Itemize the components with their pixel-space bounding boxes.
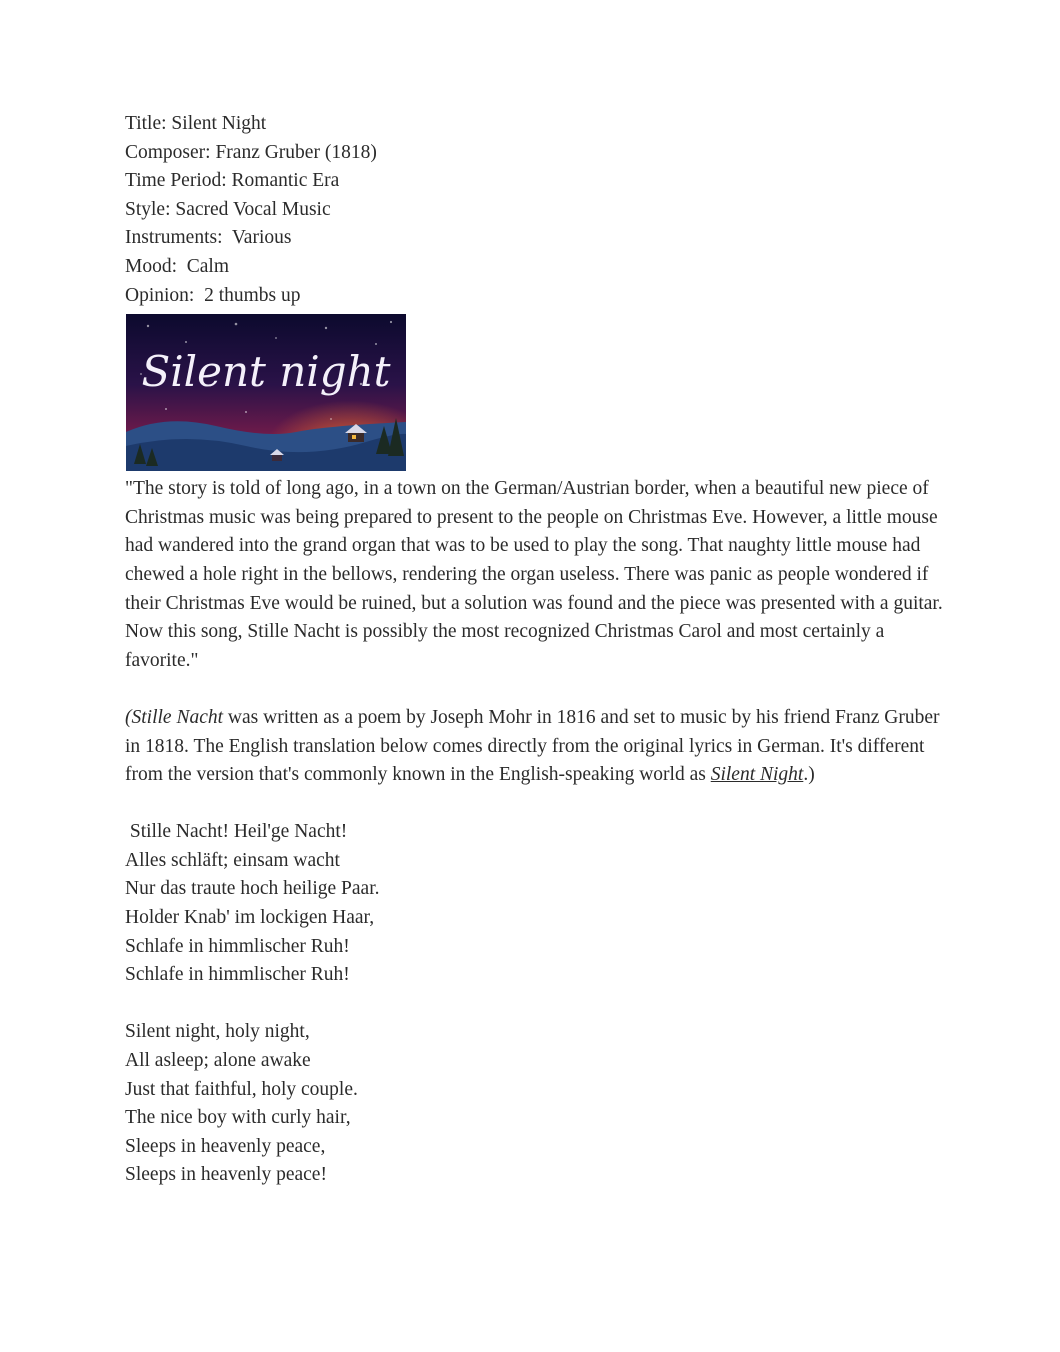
verse-line: Just that faithful, holy couple. — [125, 1078, 358, 1100]
instruments-line: Instruments: Various — [125, 227, 292, 249]
silent-night-link[interactable]: Silent Night — [710, 764, 804, 786]
note-close: .) — [803, 764, 815, 786]
spacer — [125, 990, 945, 1019]
verse-line: Nur das traute hoch heilige Paar. — [125, 878, 380, 900]
metadata-block — [125, 110, 945, 310]
silent-night-image — [126, 314, 406, 471]
time-period-line: Time Period: Romantic Era — [125, 170, 340, 192]
note-body: was written as a poem by Joseph Mohr in 1816 and set to music by his friend Franz Gruber in 1818. The English translation below comes directly from the original lyrics in German. It's different from the version that's commonly known in the English-speaking world as — [125, 706, 940, 786]
verse-line: The nice boy with curly hair, — [125, 1107, 351, 1129]
title-line: Title: Silent Night — [125, 113, 267, 134]
spacer — [125, 675, 945, 704]
opinion-line: Opinion: 2 thumbs up — [125, 284, 301, 306]
translation-note — [125, 704, 945, 790]
silent-night-image-text: Silent night — [141, 347, 391, 397]
style-line: Style: Sacred Vocal Music — [125, 198, 331, 220]
verse-line: Alles schläft; einsam wacht — [125, 849, 340, 871]
spacer — [125, 790, 945, 819]
verse-line: Schlafe in himmlischer Ruh! — [125, 935, 350, 957]
verse-line: All asleep; alone awake — [125, 1050, 311, 1072]
verse-line: Silent night, holy night, — [125, 1021, 310, 1043]
english-verse — [125, 1018, 945, 1190]
german-verse — [125, 818, 945, 990]
verse-line: Stille Nacht! Heil'ge Nacht! — [125, 821, 348, 843]
verse-line: Sleeps in heavenly peace, — [125, 1135, 326, 1157]
composer-line: Composer: Franz Gruber (1818) — [125, 141, 377, 163]
note-open: ( — [125, 706, 132, 728]
document-page — [125, 110, 945, 1190]
mood-line: Mood: Calm — [125, 255, 230, 277]
verse-line: Sleeps in heavenly peace! — [125, 1164, 327, 1186]
note-italic-title: Stille Nacht — [131, 706, 224, 728]
verse-line: Schlafe in himmlischer Ruh! — [125, 964, 350, 986]
story-paragraph: "The story is told of long ago, in a town on the German/Austrian border, when a beautiful new piece of Christmas music was being prepared to present to the people on Christmas Eve. However, a little mouse had wandered into the grand organ that was to be used to play the song. That naughty little mouse had chewed a hole right in the bellows, rendering the organ useless. There was panic as people wondered if their Christmas Eve would be ruined, but a solution was found and the piece was presented with a guitar. Now this song, Stille Nacht is possibly the most recognized Christmas Carol and most certainly a favorite." — [125, 478, 943, 671]
verse-line: Holder Knab' im lockigen Haar, — [125, 907, 375, 929]
